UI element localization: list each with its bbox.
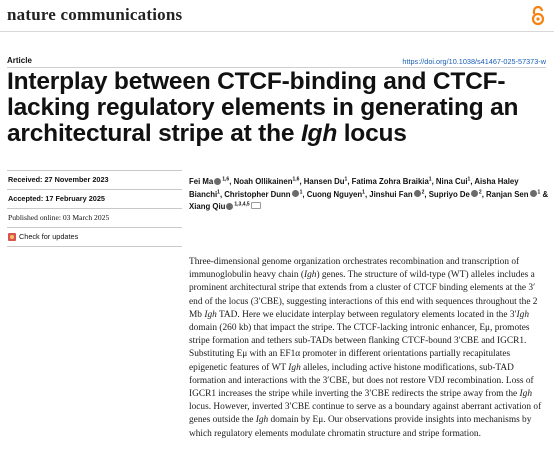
accepted-date: Accepted: 17 February 2025 — [7, 189, 182, 208]
author-name[interactable]: Fatima Zohra Braikia — [351, 177, 429, 186]
article-history — [7, 170, 182, 247]
author-name[interactable]: Jinshui Fan — [369, 189, 413, 199]
author-affiliation: 2 — [478, 188, 482, 195]
doi-link[interactable]: https://doi.org/10.1038/s41467-025-57373-w — [402, 57, 546, 66]
author-affiliation: 1,6 — [222, 176, 230, 183]
header-divider — [0, 31, 554, 32]
journal-name: nature communications — [7, 5, 183, 24]
author-affiliation: 1 — [537, 188, 541, 195]
article-type-label: Article — [7, 56, 32, 65]
author-affiliation: 1 — [428, 176, 432, 183]
author-affiliation: 1 — [344, 176, 348, 183]
check-for-updates-icon — [8, 233, 16, 241]
open-access-icon — [530, 6, 546, 26]
author-name[interactable]: Supriyo De — [428, 189, 470, 199]
check-for-updates-label: Check for updates — [19, 232, 79, 241]
author-name[interactable]: Hansen Du — [303, 177, 345, 186]
email-icon[interactable] — [251, 202, 261, 209]
author-name[interactable]: Ranjan Sen — [486, 189, 529, 199]
orcid-icon[interactable] — [226, 203, 233, 210]
orcid-icon[interactable] — [530, 190, 537, 197]
author-name[interactable]: Aisha Haley Bianchi — [189, 177, 519, 199]
check-for-updates-button[interactable] — [8, 228, 78, 246]
author-name[interactable]: Fei Ma — [189, 177, 214, 186]
received-date: Received: 27 November 2023 — [7, 170, 182, 189]
check-for-updates-row — [7, 227, 182, 247]
author-affiliation: 1 — [217, 188, 220, 195]
author-list: Fei Ma $^{1,6}$, Noah Ollikainen$^{1,6}$, Hansen Du$^1$, Fatima Zohra Braikia$^1$, Nina Cui$^1$, Aisha Haley Bianchi$^1$, Christopher Dunn $^1$, Cuong Nguyen$^1$, Jinshui Fan $^2$, Supriyo De $^2$, Ranjan Sen $^1$ & Xiang Qiu $^{1,3,4,5}$ — [189, 176, 549, 211]
author-affiliation: 2 — [421, 188, 425, 195]
author-affiliation: 1 — [299, 188, 303, 195]
published-date: Published online: 03 March 2025 — [7, 208, 182, 227]
orcid-icon[interactable] — [214, 178, 221, 185]
orcid-icon[interactable] — [292, 190, 299, 197]
orcid-icon[interactable] — [471, 190, 478, 197]
author-name[interactable]: Christopher Dunn — [224, 189, 291, 199]
author-name[interactable]: Xiang Qiu — [189, 202, 226, 211]
author-name[interactable]: Cuong Nguyen — [306, 189, 363, 199]
author-name[interactable]: Noah Ollikainen — [233, 177, 293, 186]
author-affiliation: 1 — [362, 188, 365, 195]
abstract: Three-dimensional genome organization orchestrates recombination and transcription of immunoglobulin heavy chain (Igh) genes. The structure of wild-type (WT) alleles includes a prominent architectural stripe that extends from a cluster of CTCF binding elements at the 3′ end of the locus (3′CBE), suggesting interactions of this end with sequences throughout the 2 Mb Igh TAD. Here we elucidate interplay between regulatory elements located in the 3′Igh domain (260 kb) that impact the stripe. The CTCF-lacking intronic enhancer, Eμ, promotes stripe formation and tethers sub-TADs between flanking CTCF-bound 3′CBE and IGCR1. Substituting Eμ with an EF1α promoter in different orientations partially recapitulates epigenetic features of WT Igh alleles, including active histone modifications, sub-TAD formation and interactions with the 3′CBE, but does not restore VDJ recombination. Loss of IGCR1 increases the stripe while inverting the 3′CBE redirects the stripe away from the Igh locus. However, inverted 3′CBE continue to serve as a boundary against aberrant activation of genes outside the Igh domain by Eμ. Our observations provide insights into mechanisms by which regulatory elements modulate chromatin structure and stripe formation. — [189, 257, 542, 439]
title-italic-gene: Igh — [300, 120, 338, 147]
article-title — [7, 69, 547, 147]
orcid-icon[interactable] — [414, 190, 421, 197]
author-name[interactable]: Nina Cui — [435, 177, 468, 186]
author-affiliation: 1 — [467, 176, 471, 183]
title-main: Interplay between CTCF-binding and CTCF-lacking regulatory elements in generating an architectural stripe at the — [7, 68, 519, 147]
author-affiliation: 1,3,4,5 — [234, 201, 250, 208]
author-affiliation: 1,6 — [292, 176, 300, 183]
title-end: locus — [337, 120, 407, 147]
